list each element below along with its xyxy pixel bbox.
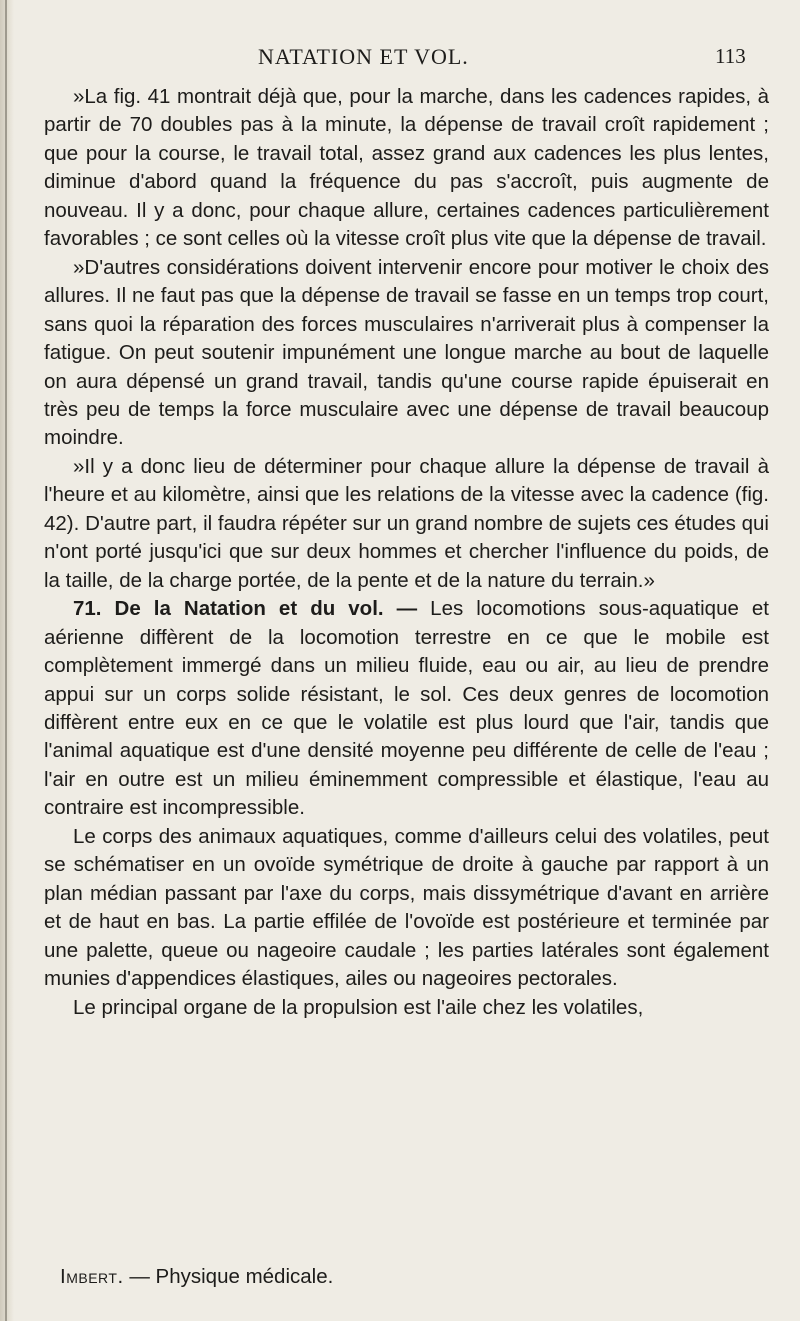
section-heading: 71. De la Natation et du vol. — [73,597,418,621]
running-title: NATATION ET VOL. [258,44,469,69]
paragraph-1: »La fig. 41 montrait déjà que, pour la marche, dans les cadences rapides, à partir de 70 doubles pas à la minute, la dépense de travail croît rapidement ; que pour la course, le travail total, assez grand aux cadences les plus lentes, diminue d'abord quand la fréquence du pas s'accroît, puis augmente de nouveau. Il y a donc, pour chaque allure, certaines cadences particulièrement favorables ; ce sont celles où la vitesse croît plus vite que la dépense de travail. [44,85,769,251]
footer-book-title: — Physique médicale. [129,1265,334,1288]
page-number: 113 [715,44,746,68]
paragraph-4 [44,595,769,823]
paragraph-5: Le corps des animaux aquatiques, comme d'ailleurs celui des volatiles, peut se schématiser en un ovoïde symétrique de droite à gauche par rapport à un plan médian passant par l'axe du corps, mais dissymétrique d'avant en arrière et de haut en bas. La partie effilée de l'ovoïde est postérieure et terminée par une palette, queue ou nageoire caudale ; les parties latérales sont également munies d'appendices élastiques, ailes ou nageoires pectorales. [44,824,769,991]
paragraph-6: Le principal organe de la propulsion est l'aile chez les volatiles, [73,995,644,1019]
footer-author: Imbert. [60,1265,124,1288]
body-text [44,83,769,1022]
paragraph-4-text: Les locomotions sous-aquatique et aérienne diffèrent de la locomotion terrestre en ce que le mobile est complètement immergé dans un milieu fluide, eau ou air, au lieu de prendre appui sur un corps solide résistant, le sol. Ces deux genres de locomotion diffèrent entre eux en ce que le volatile est plus lourd que l'air, tandis que l'animal aquatique est d'une densité moyenne peu différente de celle de l'eau ; l'air en outre est un milieu éminemment compressible et élastique, l'eau au contraire est incompressible. [44,597,769,820]
paragraph-2: »D'autres considérations doivent intervenir encore pour motiver le choix des allures. Il ne faut pas que la dépense de travail se fasse en un temps trop court, sans quoi la réparation des forces musculaires n'arriverait plus à compenser la fatigue. On peut soutenir impunément une longue marche au bout de laquelle on aura dépensé un grand travail, tandis qu'une course rapide épuiserait en très peu de temps la force musculaire avec une dépense de travail beaucoup moindre. [44,255,769,450]
paragraph-3: »Il y a donc lieu de déterminer pour chaque allure la dépense de travail à l'heure et au kilomètre, ainsi que les relations de la vitesse avec la cadence (fig. 42). D'autre part, il faudra répéter sur un grand nombre de sujets ces études qui n'ont porté jusqu'ici que sur deux hommes et chercher l'influence du poids, de la taille, de la charge portée, de la pente et de la nature du terrain.» [44,454,769,592]
footer-signature [60,1263,333,1291]
